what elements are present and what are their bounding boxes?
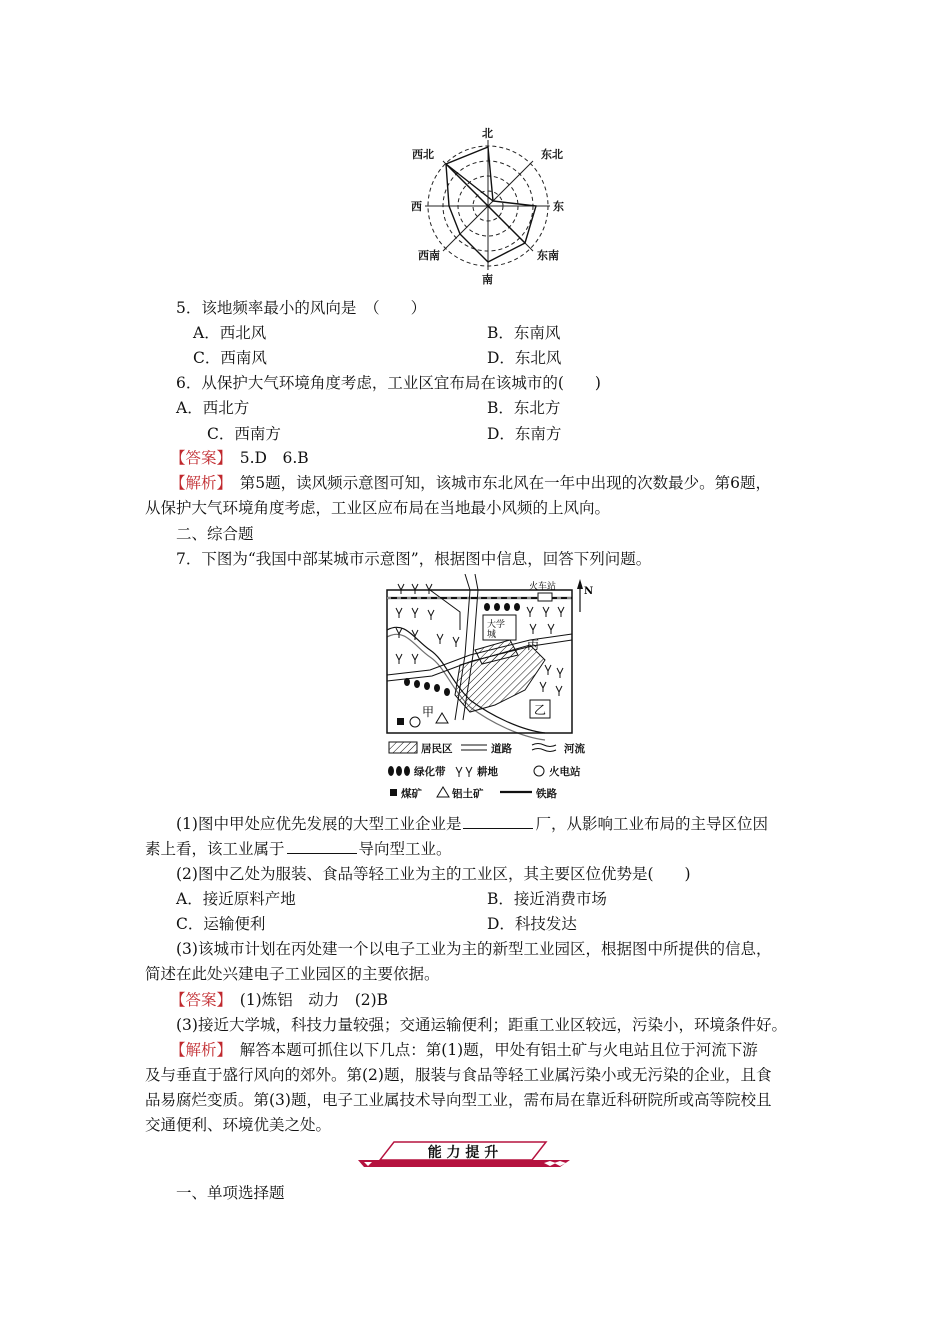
answer-text: 5.D 6.B <box>224 449 309 467</box>
rose-label-w: 西 <box>411 200 422 213</box>
label-yi: 乙 <box>534 703 547 717</box>
explanation-tag: 【解析】 <box>170 474 225 492</box>
rose-label-e: 东 <box>553 200 564 213</box>
answer-5-6 <box>170 446 309 468</box>
q7-blank-1[interactable] <box>463 814 533 829</box>
train-station-label: 火车站 <box>529 582 557 592</box>
q6-stem: 6．从保护大气环境角度考虑，工业区宜布局在该城市的( ) <box>176 374 601 392</box>
answer-tag: 【答案】 <box>170 449 225 467</box>
q7-option-c: C．运输便利 <box>176 915 266 933</box>
q7-option-b: B．接近消费市场 <box>487 890 607 908</box>
banner-title: 能 力 提 升 <box>427 1145 499 1161</box>
section-heading-single-choice: 一、单项选择题 <box>176 1184 285 1202</box>
legend-coal-mine: 煤矿 <box>401 788 422 800</box>
explanation-7-line3: 品易腐烂变质。第(3)题，电子工业属技术导向型工业，需布局在靠近科研院所或高等院校且 <box>145 1091 772 1109</box>
explanation-7-line1 <box>170 1038 758 1060</box>
q7-part1-line2 <box>145 837 452 859</box>
rose-label-s: 南 <box>482 273 493 286</box>
q6-option-b: B．东北方 <box>487 399 561 417</box>
q6-option-c: C．西南方 <box>207 425 281 443</box>
answer-7-line2: (3)接近大学城，科技力量较强；交通运输便利；距重工业区较远，污染小，环境条件好。 <box>176 1016 787 1034</box>
label-jia: 甲 <box>422 705 435 719</box>
explanation-7-line2: 及与垂直于盛行风向的郊外。第(2)题，服装与食品等轻工业属污染小或无污染的企业，且食 <box>145 1066 772 1084</box>
q7-stem: 7．下图为“我国中部某城市示意图”，根据图中信息，回答下列问题。 <box>176 550 652 568</box>
rose-label-nw: 西北 <box>412 148 434 161</box>
north-label: N <box>584 586 594 597</box>
university-label-1: 大学 <box>487 620 506 630</box>
train-station <box>538 593 552 601</box>
wind-frequency-polygon <box>446 147 536 262</box>
q5-option-b: B．东南风 <box>487 324 561 342</box>
label-bing: 丙 <box>527 638 540 652</box>
explanation-7-text: 解答本题可抓住以下几点：第(1)题，甲处有铝土矿与火电站且位于河流下游 <box>224 1041 758 1059</box>
q7-part1-text-b: 厂，从影响工业布局的主导区位因 <box>535 815 768 833</box>
explanation-7-tag: 【解析】 <box>170 1041 225 1059</box>
rose-label-n: 北 <box>482 127 493 140</box>
q5-option-c: C．西南风 <box>193 349 267 367</box>
bauxite-symbol <box>436 713 448 723</box>
q7-part1-text-c: 素上看，该工业属于 <box>145 840 285 858</box>
legend-residential: 居民区 <box>421 743 453 755</box>
power-plant-symbol <box>410 717 420 727</box>
legend-power-plant: 火电站 <box>549 766 581 778</box>
q5-option-a: A．西北风 <box>193 324 267 342</box>
answer-7-text: (1)炼铝 动力 (2)B <box>224 991 389 1009</box>
q7-part1-text-d: 导向型工业。 <box>358 840 452 858</box>
q7-part1-line1 <box>176 812 768 834</box>
university-label-2: 城 <box>487 630 497 640</box>
coal-mine-symbol <box>397 718 404 725</box>
legend-residential-swatch <box>389 742 417 753</box>
q7-option-d: D．科技发达 <box>487 915 577 933</box>
q7-part1-text-a: (1)图中甲处应优先发展的大型工业企业是 <box>176 815 462 833</box>
explanation-5-6-line1 <box>170 471 771 493</box>
legend-bauxite: 铝土矿 <box>452 788 484 800</box>
q7-option-a: A．接近原料产地 <box>176 890 296 908</box>
rose-label-sw: 西南 <box>418 249 440 262</box>
q5-option-d: D．东北风 <box>487 349 562 367</box>
explanation-7-line4: 交通便利、环境优美之处。 <box>145 1116 332 1134</box>
legend-farmland: 耕地 <box>477 766 498 778</box>
legend-green-belt: 绿化带 <box>414 766 446 778</box>
explanation-5-6-line2: 从保护大气环境角度考虑，工业区应布局在当地最小风频的上风向。 <box>145 499 611 517</box>
legend-railway: 铁路 <box>536 788 557 800</box>
q6-option-a: A．西北方 <box>176 399 250 417</box>
rose-label-ne: 东北 <box>541 148 563 161</box>
q7-part3-line2: 简述在此处兴建电子工业园区的主要依据。 <box>145 965 440 983</box>
city-map-diagram <box>384 574 604 804</box>
q7-blank-2[interactable] <box>287 839 357 854</box>
q7-part2: (2)图中乙处为服装、食品等轻工业为主的工业区，其主要区位优势是( ) <box>176 865 691 883</box>
rose-label-se: 东南 <box>537 249 559 262</box>
answer-7-line1 <box>170 988 388 1010</box>
q7-part3-line1: (3)该城市计划在丙处建一个以电子工业为主的新型工业园区，根据图中所提供的信息， <box>176 940 772 958</box>
ability-banner <box>350 1138 580 1168</box>
q6-option-d: D．东南方 <box>487 425 562 443</box>
answer-7-tag: 【答案】 <box>170 991 225 1009</box>
legend-road: 道路 <box>491 743 512 755</box>
explanation-text: 第5题，读风频示意图可知，该城市东北风在一年中出现的次数最少。第6题， <box>224 474 771 492</box>
q5-stem: 5．该地频率最小的风向是 （ ） <box>176 299 427 317</box>
wind-rose-diagram <box>408 122 578 287</box>
section-heading-comprehensive: 二、综合题 <box>176 525 254 543</box>
legend-river: 河流 <box>564 743 585 755</box>
